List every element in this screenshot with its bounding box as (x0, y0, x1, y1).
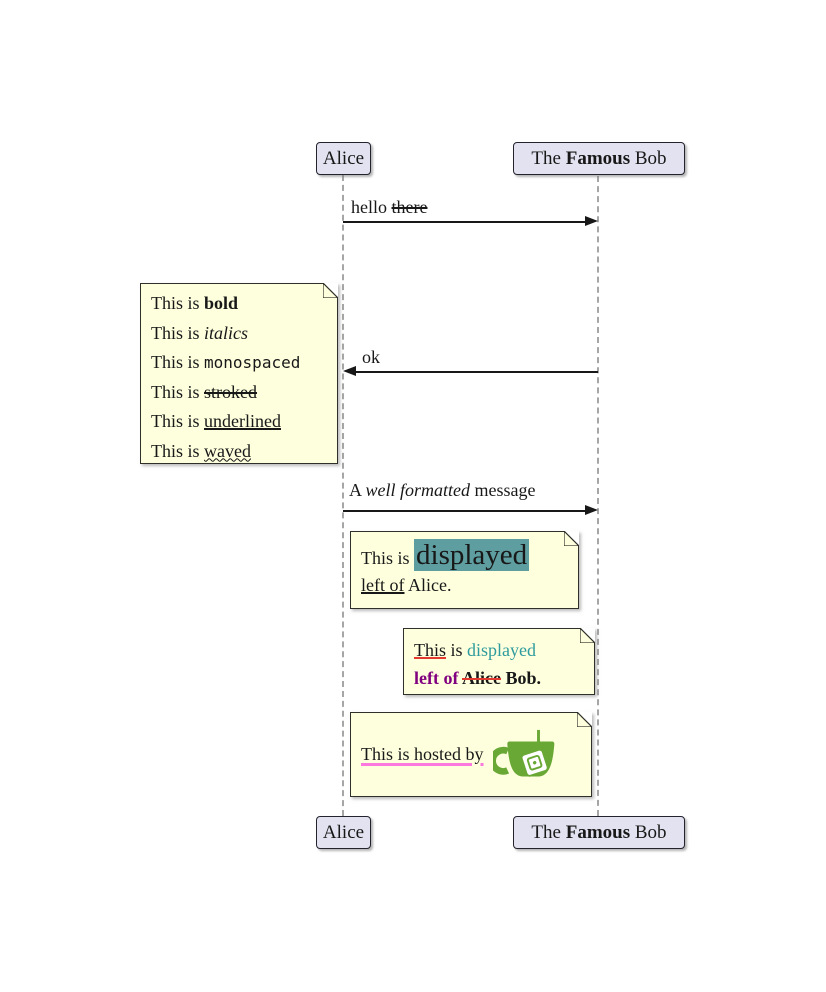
message-label-ok: ok (362, 347, 380, 367)
arrowhead-right-icon (585, 505, 598, 515)
note-line (151, 407, 327, 437)
line-post: Alice. (404, 575, 452, 595)
line-pre: This is (151, 322, 205, 343)
message-label-hello (351, 197, 427, 218)
note-left-of-alice (350, 531, 579, 609)
participant-alice-top (316, 142, 371, 175)
note-line (151, 319, 327, 349)
bob-label-bold: Famous (565, 821, 631, 843)
participant-bob-label (531, 822, 666, 844)
participant-alice-bottom (316, 816, 371, 849)
note-fold-icon (580, 628, 595, 643)
m1-pre: hello (351, 197, 392, 217)
participant-alice-label: Alice (322, 821, 365, 843)
line-pre: This is (361, 548, 415, 568)
m3-pre: A (349, 480, 366, 500)
lifeline-bob (597, 176, 599, 816)
bob-label-post: Bob (630, 821, 667, 843)
arrowhead-right-icon (585, 216, 598, 226)
note-line (414, 636, 584, 664)
note-fold-icon (564, 531, 579, 546)
line-post: Bob. (500, 668, 542, 688)
note-text-styles (140, 283, 338, 464)
bob-label-post: Bob (630, 147, 667, 169)
line-pre: This is (151, 440, 205, 461)
message-arrow-formatted (343, 510, 585, 512)
participant-bob-bottom (513, 816, 685, 849)
bold-sample: bold (204, 293, 239, 313)
note-line (151, 289, 327, 319)
teal-text: displayed (467, 640, 537, 660)
message-arrow-hello (343, 221, 585, 223)
note-line (361, 539, 568, 572)
monospaced-sample: monospaced (204, 353, 301, 372)
hosted-by-text: This is hosted by (361, 744, 484, 764)
note-fold-icon (577, 712, 592, 727)
purple-bold-text: left of (414, 668, 459, 688)
highlighted-big-text: displayed (416, 539, 528, 571)
participant-bob-label (531, 148, 666, 170)
note-line (151, 437, 327, 467)
line-mid: is (446, 640, 468, 660)
note-line (151, 348, 327, 378)
bob-label-pre: The (531, 147, 566, 169)
line-pre: This is (151, 411, 205, 431)
line-pre: This is (151, 381, 205, 402)
participant-alice-label: Alice (322, 147, 365, 169)
participant-bob-top (513, 142, 685, 175)
underlined-sample: underlined (204, 411, 281, 431)
red-struck-text: Alice (462, 668, 501, 688)
arrowhead-left-icon (343, 366, 356, 376)
line-pre: This is (151, 293, 205, 313)
m3-italic: well formatted (365, 480, 471, 500)
note-line (361, 575, 568, 596)
waved-sample: waved (204, 440, 251, 461)
italics-sample: italics (204, 322, 249, 343)
note-line (414, 664, 584, 692)
bob-label-pre: The (531, 821, 566, 843)
underlined-text: left of (361, 575, 405, 595)
note-hosted-by (350, 712, 592, 797)
m3-post: message (470, 480, 536, 500)
note-line (151, 378, 327, 408)
note-fold-icon (323, 283, 338, 298)
message-label-formatted (349, 480, 536, 501)
m1-struck: there (391, 197, 428, 217)
bob-label-bold: Famous (565, 147, 631, 169)
lifeline-alice (342, 175, 344, 816)
teacup-icon (493, 728, 557, 782)
message-arrow-ok (356, 371, 598, 373)
line-pre: This is (151, 352, 205, 372)
red-underlined-text: This (414, 640, 447, 660)
stroked-sample: stroked (204, 381, 258, 402)
note-left-of-bob (403, 628, 595, 695)
